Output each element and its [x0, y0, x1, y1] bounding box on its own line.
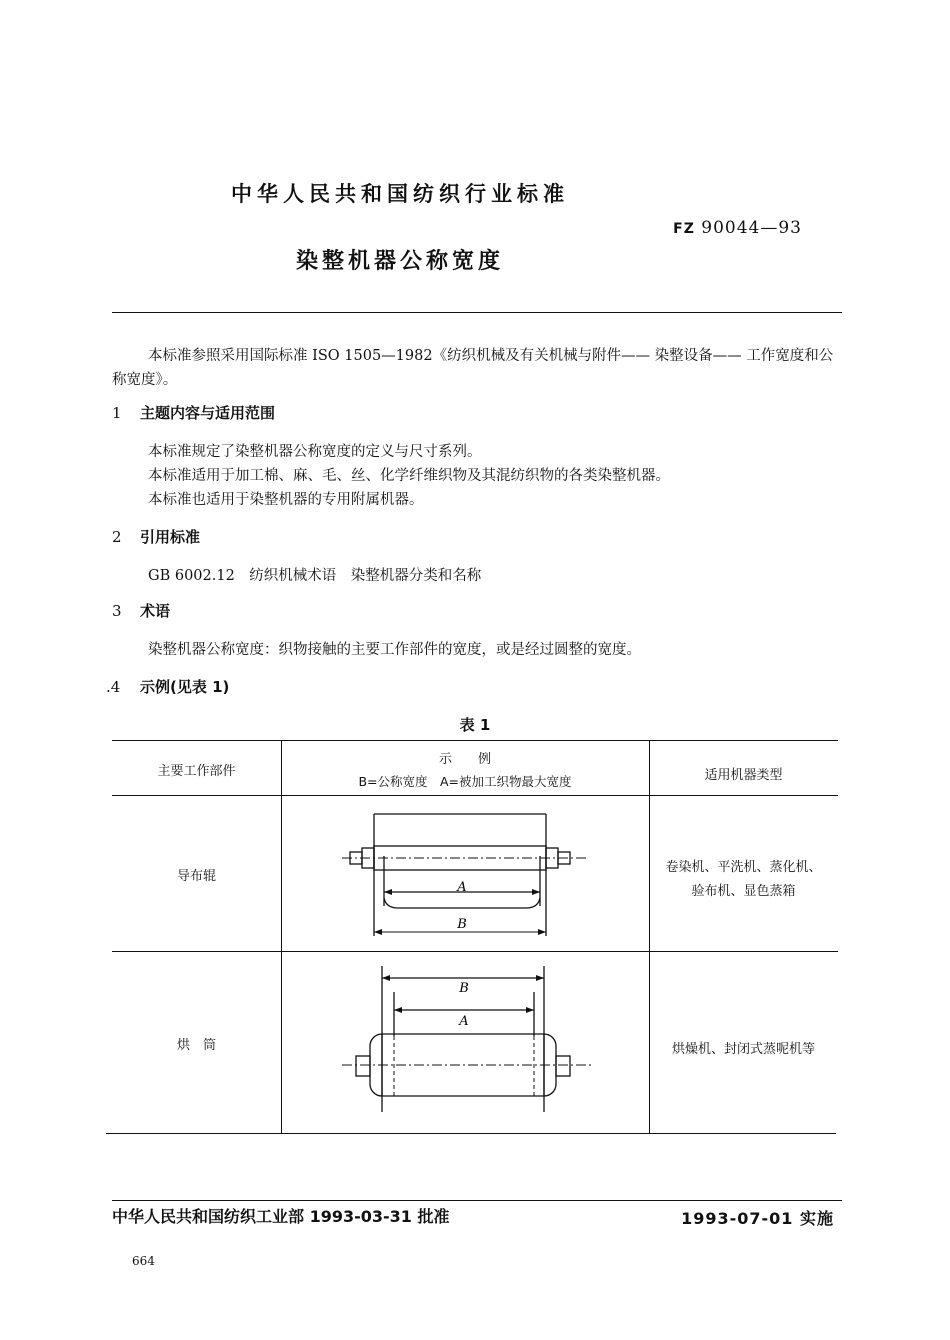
section-1-line-2: 本标准适用于加工棉、麻、毛、丝、化学纤维织物及其混纺织物的各类染整机器。 — [148, 468, 670, 484]
section-title: 术语 — [140, 602, 171, 620]
section-title: 示例(见表 1) — [140, 678, 230, 696]
standard-code — [673, 218, 802, 238]
section-number: 3 — [112, 602, 122, 620]
section-3-line-1: 染整机器公称宽度：织物接触的主要工作部件的宽度，或是经过圆整的宽度。 — [148, 642, 641, 658]
code-number: 90044—93 — [701, 218, 802, 238]
row-1-machines-line-1: 卷染机、平洗机、蒸化机、 — [665, 860, 822, 875]
dimension-b-label: B — [459, 981, 469, 996]
table-top-rule — [112, 740, 838, 741]
org-title: 中华人民共和国纺织行业标准 — [231, 182, 569, 206]
row-1-part: 导布辊 — [176, 869, 216, 884]
drying-cylinder-diagram — [282, 952, 648, 1132]
top-divider — [112, 312, 842, 313]
page-number: 664 — [132, 1254, 155, 1268]
intro-paragraph: 本标准参照采用国际标准 ISO 1505—1982《纺织机械及有关机械与附件—— 染整设备—— 工作宽度和公称宽度》。 — [112, 348, 834, 388]
section-number: 1 — [112, 404, 122, 422]
header-example-legend: B=公称宽度 A=被加工织物最大宽度 — [358, 774, 572, 789]
approval-line: 中华人民共和国纺织工业部 1993-03-31 批准 — [112, 1207, 450, 1226]
effective-date: 1993-07-01 实施 — [681, 1209, 834, 1228]
section-number: .4 — [106, 678, 121, 696]
header-main-part: 主要工作部件 — [157, 764, 236, 779]
dimension-a-label: A — [459, 1014, 469, 1029]
document-title: 染整机器公称宽度 — [295, 249, 504, 274]
row-2-machines-line-1: 烘燥机、封闭式蒸呢机等 — [671, 1042, 815, 1057]
table-bottom-rule — [106, 1133, 836, 1134]
dimension-b-label: B — [457, 917, 467, 932]
guide-roller-diagram — [282, 796, 648, 951]
section-2-line-1: GB 6002.12 纺织机械术语 染整机器分类和名称 — [148, 568, 482, 584]
section-title: 引用标准 — [140, 528, 201, 546]
section-number: 2 — [112, 528, 122, 546]
table-col-divider-2 — [649, 740, 650, 1133]
section-2-heading — [112, 526, 200, 547]
section-4-heading — [106, 676, 229, 697]
section-1-line-3: 本标准也适用于染整机器的专用附属机器。 — [148, 492, 424, 508]
header-example-title: 示 例 — [438, 752, 491, 767]
row-2-part: 烘 筒 — [176, 1038, 216, 1053]
bottom-divider — [112, 1200, 842, 1201]
section-title: 主题内容与适用范围 — [140, 404, 276, 422]
section-3-heading — [112, 600, 170, 621]
header-machine-type: 适用机器类型 — [704, 768, 783, 783]
code-prefix: FZ — [673, 221, 695, 237]
section-1-heading — [112, 402, 275, 423]
section-1-line-1: 本标准规定了染整机器公称宽度的定义与尺寸系列。 — [148, 444, 482, 460]
row-1-machines-line-2: 验布机、显色蒸箱 — [691, 884, 796, 899]
table-caption: 表 1 — [459, 716, 491, 734]
dimension-a-label: A — [457, 880, 467, 895]
